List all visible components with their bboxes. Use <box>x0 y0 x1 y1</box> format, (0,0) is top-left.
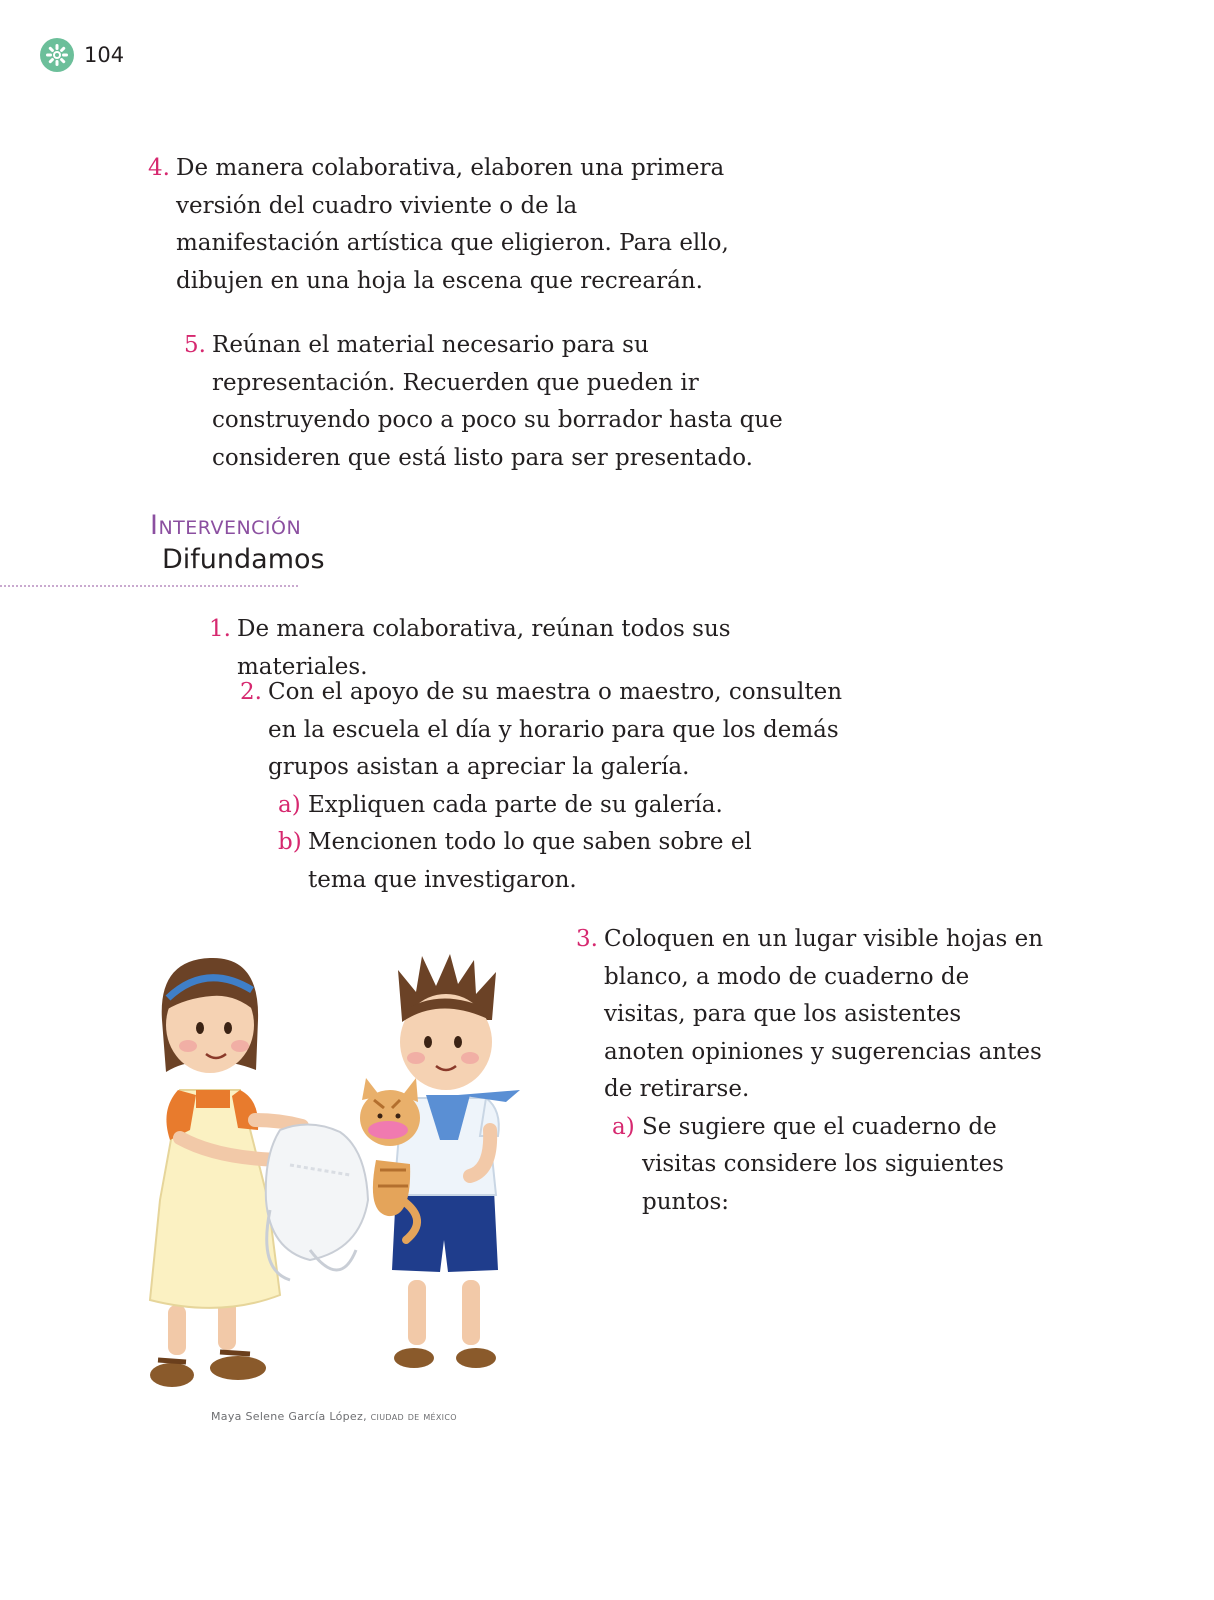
item-number: 4. <box>148 155 170 181</box>
page-number: 104 <box>84 43 125 67</box>
item-text: De manera colaborativa, reúnan todos sus materiales. <box>237 616 731 680</box>
item-number: 1. <box>209 616 231 642</box>
item-text: De manera colaborativa, elaboren una primera versión del cuadro viviente o de la manifestación artística que eligieron. Para ello, dibujen en una hoja la escena que recrearán. <box>176 155 729 294</box>
activity-item-4 <box>148 150 736 300</box>
cloth-bag <box>266 1124 368 1280</box>
intervention-item-2 <box>240 674 843 899</box>
boy-figure <box>392 954 520 1368</box>
gear-flower-icon <box>40 38 74 72</box>
intervention-item-3 <box>576 921 1044 1221</box>
subitem-a <box>612 1109 1044 1222</box>
section-divider <box>0 585 298 587</box>
subitem-letter: b) <box>278 829 302 855</box>
item-number: 2. <box>240 679 262 705</box>
subitem-b <box>278 824 798 899</box>
item-text: Con el apoyo de su maestra o maestro, consulten en la escuela el día y horario para que los demás grupos asistan a apreciar la galería. <box>268 679 843 780</box>
children-illustration <box>140 950 530 1395</box>
section-label: Intervención <box>150 510 302 541</box>
subitem-text: Mencionen todo lo que saben sobre el tema que investigaron. <box>308 829 752 893</box>
item-text: Reúnan el material necesario para su representación. Recuerden que pueden ir construyendo poco a poco su borrador hasta que consideren que está listo para ser presentado. <box>212 332 783 471</box>
subitem-text: Expliquen cada parte de su galería. <box>308 791 723 818</box>
subitem-letter: a) <box>278 791 301 818</box>
credit-name: Maya Selene García López, <box>211 1410 367 1423</box>
item-number: 3. <box>576 926 598 952</box>
item-number: 5. <box>184 332 206 358</box>
subitem-letter: a) <box>612 1113 635 1140</box>
page-header <box>40 38 124 72</box>
section-title: Difundamos <box>162 544 325 575</box>
subitem-text: Se sugiere que el cuaderno de visitas considere los siguientes puntos: <box>642 1113 1004 1215</box>
item-text: Coloquen en un lugar visible hojas en blanco, a modo de cuaderno de visitas, para que los asistentes anoten opiniones y sugerencias antes de retirarse. <box>604 926 1044 1102</box>
activity-item-5 <box>184 327 812 477</box>
credit-place: ciudad de méxico <box>370 1410 457 1423</box>
subitem-a <box>278 787 843 825</box>
illustration-credit <box>211 1410 457 1423</box>
